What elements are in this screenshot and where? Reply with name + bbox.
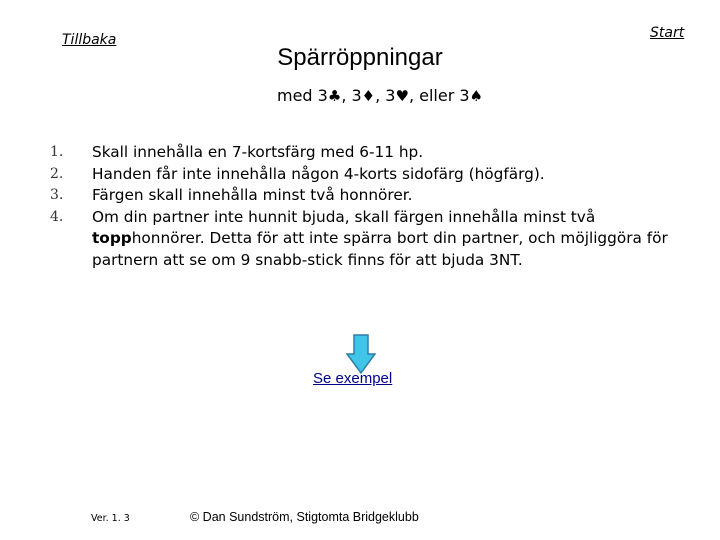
list-item [50,185,670,207]
list-item-text: Skall innehålla en 7-kortsfärg med 6-11 hp. [92,143,424,161]
hearts-icon: ♥ [395,87,409,105]
version-label: Ver. 1. 3 [91,513,130,524]
list-item [50,142,670,164]
subtitle-prefix: med 3 [277,86,328,105]
list-item-number: 2. [50,165,64,182]
back-link[interactable]: Tillbaka [62,32,117,48]
page-title: Spärröppningar [277,44,443,71]
arrow-down-icon [346,334,376,374]
clubs-icon: ♣ [327,87,342,105]
list-item [50,207,670,272]
rules-list [50,142,670,271]
subtitle-separator: , 3 [341,86,362,105]
list-item-text-bold: topp [92,229,132,247]
list-item-number: 3. [50,187,64,203]
subtitle-separator: , 3 [375,86,396,105]
list-item-text [92,207,670,272]
subtitle-separator: , eller 3 [408,86,470,105]
see-example-link[interactable]: Se exempel [313,370,393,387]
copyright-label: © Dan Sundström, Stigtomta Bridgeklubb [190,510,419,524]
list-item [50,164,670,186]
list-item-text: Färgen skall innehålla minst två honnörer. [92,186,413,204]
list-item-number: 4. [50,208,64,225]
spades-icon: ♠ [469,87,483,105]
start-link[interactable]: Start [650,25,685,41]
list-item-text-part: Om din partner inte hunnit bjuda, skall färgen innehålla minst två [92,207,596,226]
list-item-text: Handen får inte innehålla någon 4-korts sidofärg (högfärg). [92,164,545,183]
diamonds-icon: ♦ [361,87,376,105]
list-item-number: 1. [50,144,64,160]
subtitle [0,86,720,105]
list-item-text-part: honnörer. Detta för att inte spärra bort din partner, och möjliggöra för partnern att se om 9 snabb-stick finns för att bjuda 3NT. [92,229,668,269]
